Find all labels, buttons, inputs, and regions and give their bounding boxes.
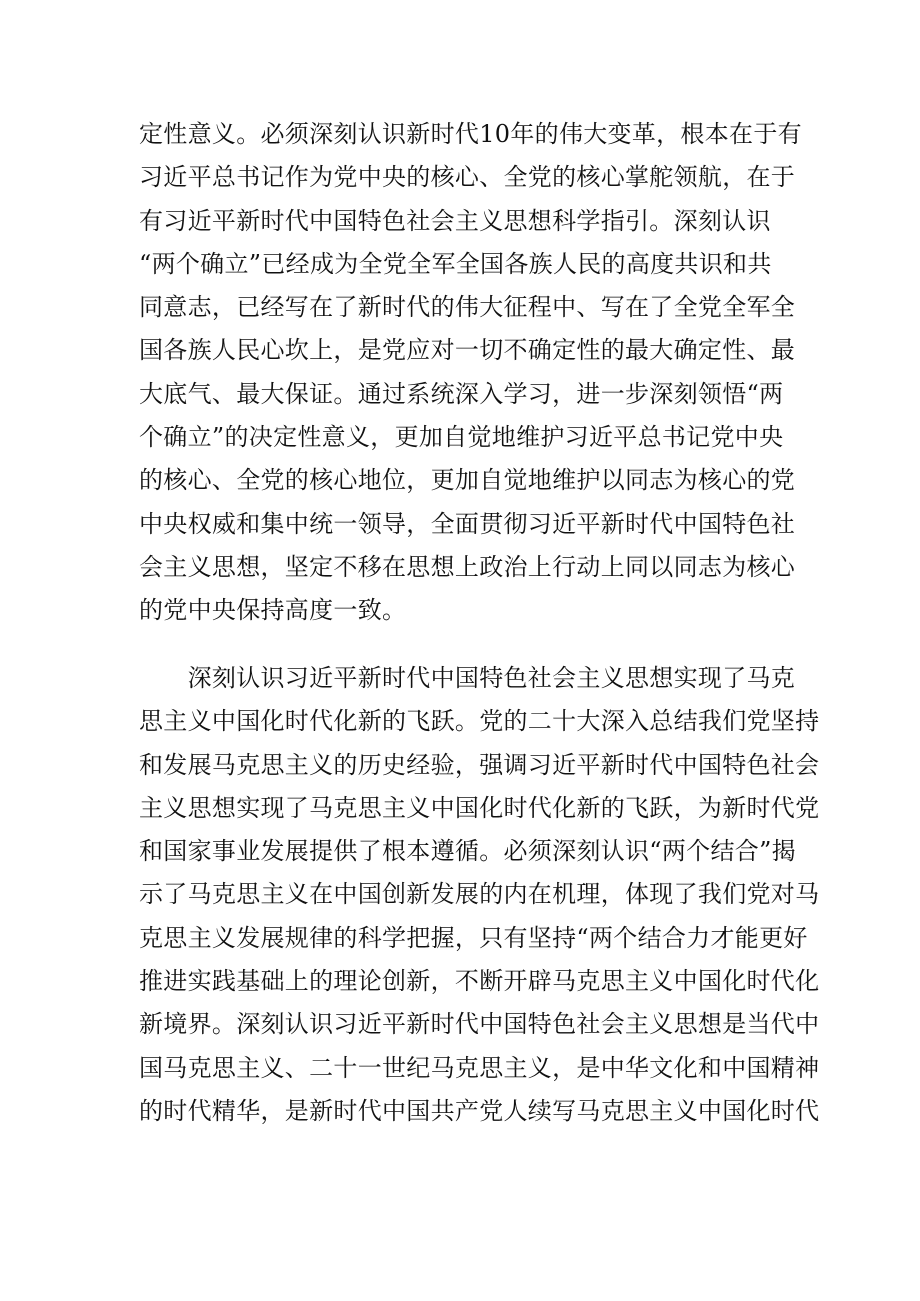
- text-line: 国马克思主义、二十一世纪马克思主义，是中华文化和中国精神: [139, 1053, 820, 1082]
- text-line: 思主义中国化时代化新的飞跃。党的二十大深入总结我们党坚持: [139, 707, 820, 736]
- text-line: 同意志，已经写在了新时代的伟大征程中、写在了全党全军全: [139, 293, 796, 322]
- text-line: 的党中央保持高度一致。: [139, 596, 407, 625]
- paragraph-2: [139, 657, 820, 1133]
- text-line: 推进实践基础上的理论创新，不断开辟马克思主义中国化时代化: [139, 967, 820, 996]
- text-line: 的核心、全党的核心地位，更加自觉地维护以同志为核心的党: [139, 466, 796, 495]
- text-line: 和国家事业发展提供了根本遵循。必须深刻认识“两个结合”揭: [139, 837, 796, 866]
- text-line: 示了马克思主义在中国创新发展的内在机理，体现了我们党对马: [139, 880, 820, 909]
- text-line: 个确立”的决定性意义，更加自觉地维护习近平总书记党中央: [139, 423, 784, 452]
- text-line: 主义思想实现了马克思主义中国化时代化新的飞跃，为新时代党: [139, 793, 820, 822]
- text-line: 中央权威和集中统一领导，全面贯彻习近平新时代中国特色社: [139, 509, 796, 538]
- text-line: 国各族人民心坎上，是党应对一切不确定性的最大确定性、最: [139, 336, 796, 365]
- text-line: 深刻认识习近平新时代中国特色社会主义思想实现了马克: [139, 664, 796, 692]
- text-line: 会主义思想，坚定不移在思想上政治上行动上同以同志为核心: [139, 552, 796, 581]
- text-line: 习近平总书记作为党中央的核心、全党的核心掌舵领航，在于: [139, 163, 796, 192]
- text-line: 定性意义。必须深刻认识新时代10年的伟大变革，根本在于有: [139, 120, 802, 148]
- text-line: 有习近平新时代中国特色社会主义思想科学指引。深刻认识: [139, 206, 771, 235]
- text-line: 新境界。深刻认识习近平新时代中国特色社会主义思想是当代中: [139, 1010, 820, 1039]
- text-line: “两个确立”已经成为全党全军全国各族人民的高度共识和共: [139, 249, 772, 278]
- text-line: 克思主义发展规律的科学把握，只有坚持“两个结合力才能更好: [139, 923, 808, 952]
- text-line: 和发展马克思主义的历史经验，强调习近平新时代中国特色社会: [139, 750, 820, 779]
- text-line: 的时代精华，是新时代中国共产党人续写马克思主义中国化时代: [139, 1096, 820, 1125]
- paragraph-1: [139, 113, 802, 633]
- text-line: 大底气、最大保证。通过系统深入学习，进一步深刻领悟“两: [139, 379, 784, 408]
